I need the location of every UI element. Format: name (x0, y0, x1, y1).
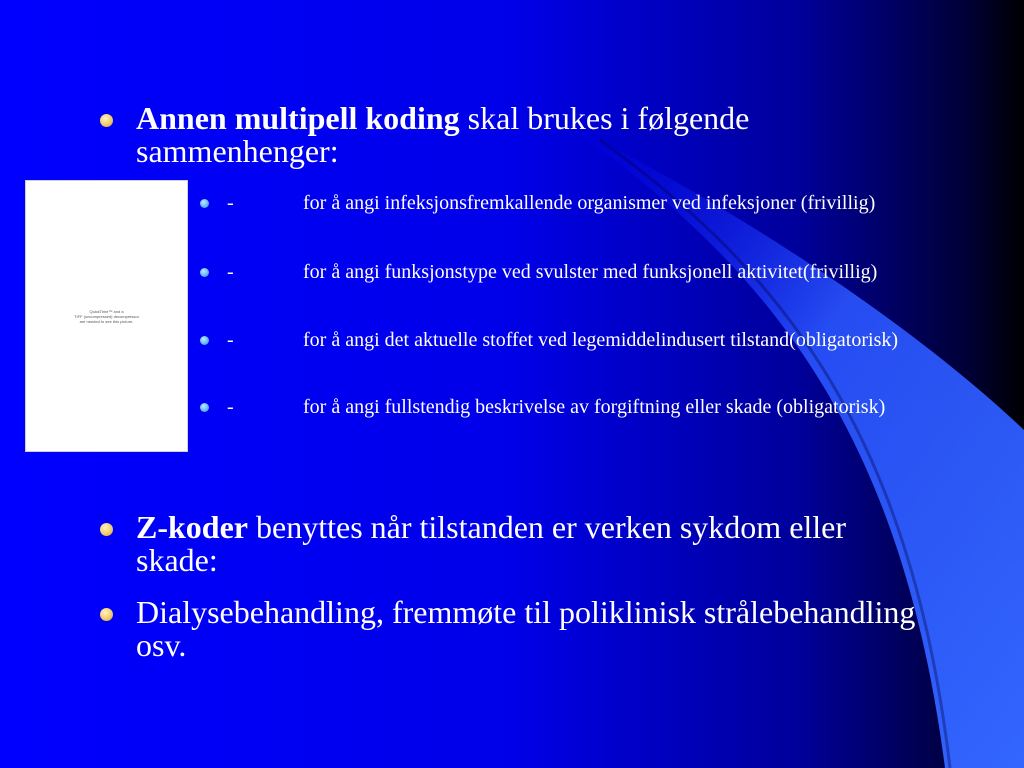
bullet-dot (100, 114, 113, 127)
sub-bullet-dash: - (227, 192, 234, 214)
bullet-body: benyttes når tilstanden er verken sykdom eller skade: (136, 509, 847, 578)
sub-bullet-body: for å angi fullstendig beskrivelse av forgiftning eller skade (obligatorisk) (303, 396, 886, 418)
placeholder-line-1: QuickTime™ and a (89, 309, 124, 314)
sub-bullet-text (227, 392, 927, 422)
placeholder-line-3: are needed to see this picture. (79, 319, 134, 324)
placeholder-caption (32, 309, 181, 324)
sub-bullet-text (227, 188, 927, 218)
bullet-bold-term: Z-koder (136, 509, 248, 545)
bullet-dot (100, 608, 113, 621)
bullet-dot (100, 523, 113, 536)
bullet-body: skal brukes i følgende sammenhenger: (136, 100, 750, 169)
sub-bullet-text (227, 325, 927, 355)
placeholder-line-2: TIFF (uncompressed) decompressor (74, 314, 139, 319)
bullet-text (136, 102, 926, 168)
bullet-bold-term: Annen multipell koding (136, 100, 460, 136)
sub-bullet-body: for å angi infeksjonsfremkallende organismer ved infeksjoner (frivillig) (303, 192, 876, 214)
sub-bullet-dash: - (227, 396, 234, 418)
sub-bullet-dash: - (227, 261, 234, 283)
sub-bullet-dot (200, 199, 209, 208)
bullet-text (136, 511, 926, 577)
bullet-body: Dialysebehandling, fremmøte til poliklinisk strålebehandling osv. (136, 594, 916, 663)
sub-bullet-body: for å angi funksjonstype ved svulster med funksjonell aktivitet(frivillig) (303, 261, 878, 283)
sub-bullet-text (227, 257, 927, 287)
sub-bullet-dot (200, 268, 209, 277)
sub-bullet-body: for å angi det aktuelle stoffet ved legemiddelindusert tilstand(obligatorisk) (303, 329, 899, 351)
sub-bullet-dash: - (227, 329, 234, 351)
sub-bullet-dot (200, 403, 209, 412)
quicktime-image-placeholder (25, 180, 188, 452)
bullet-text (136, 596, 926, 662)
sub-bullet-dot (200, 336, 209, 345)
